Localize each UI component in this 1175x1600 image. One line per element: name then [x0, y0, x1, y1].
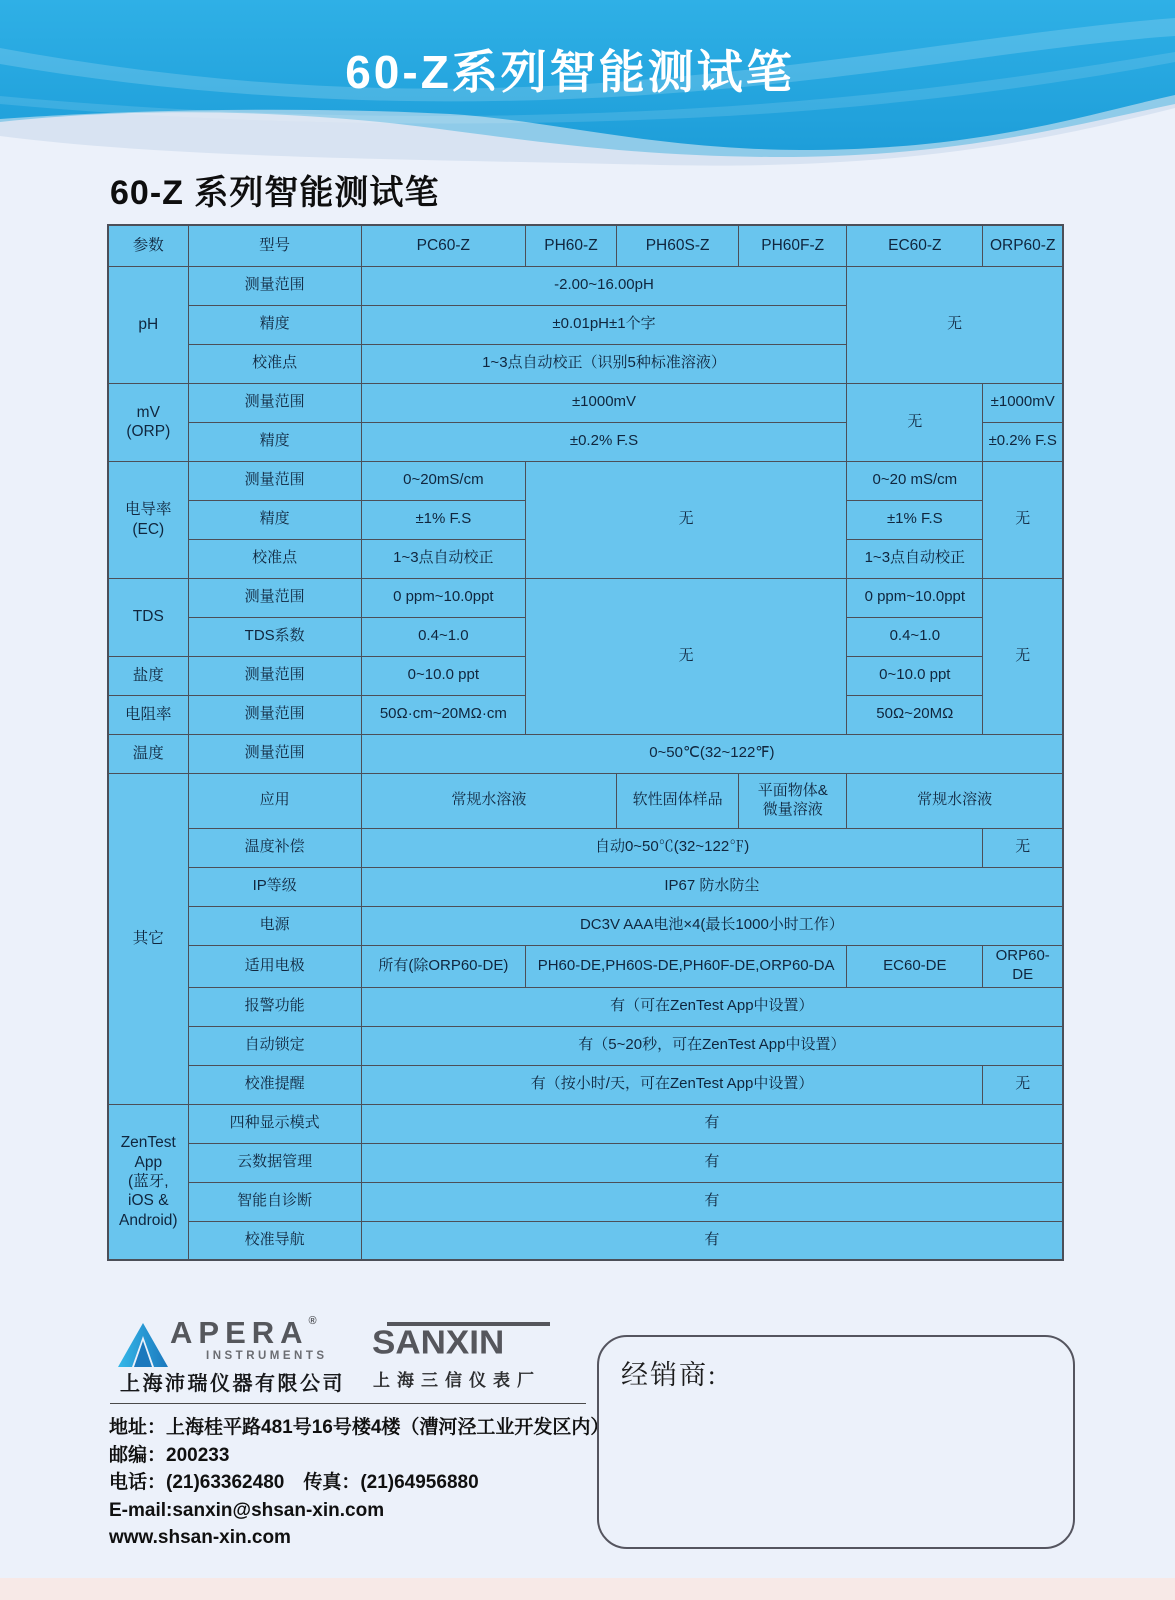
spec-cell: 自动0~50℃(32~122℉)	[361, 828, 983, 867]
spec-cell: DC3V AAA电池×4(最长1000小时工作）	[361, 906, 1063, 945]
spec-cell: 测量范围	[188, 266, 361, 305]
table-row	[108, 461, 1063, 500]
spec-cell: 测量范围	[188, 734, 361, 773]
spec-cell: IP67 防水防尘	[361, 867, 1063, 906]
column-header: 型号	[188, 225, 361, 266]
spec-cell: 测量范围	[188, 695, 361, 734]
spec-cell: ±0.01pH±1个字	[361, 305, 847, 344]
spec-cell: ORP60-DE	[983, 945, 1063, 987]
contact-zip: 邮编：200233	[109, 1444, 230, 1466]
spec-cell: 报警功能	[188, 987, 361, 1026]
spec-cell: ±0.2% F.S	[983, 422, 1063, 461]
spec-cell: 温度补偿	[188, 828, 361, 867]
table-row	[108, 266, 1063, 305]
spec-cell: 精度	[188, 500, 361, 539]
spec-cell: TDS	[108, 578, 188, 656]
spec-cell: -2.00~16.00pH	[361, 266, 847, 305]
sanxin-logo	[372, 1322, 552, 1392]
spec-cell: 四种显示模式	[188, 1104, 361, 1143]
table-row	[108, 828, 1063, 867]
column-header: ORP60-Z	[983, 225, 1063, 266]
spec-cell: 校准点	[188, 344, 361, 383]
spec-cell: 测量范围	[188, 461, 361, 500]
spec-cell: 电阻率	[108, 695, 188, 734]
spec-cell: 无	[847, 383, 983, 461]
spec-cell: IP等级	[188, 867, 361, 906]
spec-cell: ±1000mV	[361, 383, 847, 422]
spec-cell: pH	[108, 266, 188, 383]
apera-instruments-label: INSTRUMENTS	[206, 1350, 328, 1362]
spec-cell: 测量范围	[188, 656, 361, 695]
spec-cell: 盐度	[108, 656, 188, 695]
spec-cell: 智能自诊断	[188, 1182, 361, 1221]
column-header: EC60-Z	[847, 225, 983, 266]
spec-cell: 校准提醒	[188, 1065, 361, 1104]
spec-cell: 平面物体& 微量溶液	[739, 773, 847, 828]
spec-cell: 0 ppm~10.0ppt	[361, 578, 525, 617]
spec-cell: 云数据管理	[188, 1143, 361, 1182]
spec-cell: 有（5~20秒，可在ZenTest App中设置）	[361, 1026, 1063, 1065]
table-row	[108, 1065, 1063, 1104]
column-header: PH60-Z	[525, 225, 616, 266]
table-row	[108, 1182, 1063, 1221]
spec-cell: 1~3点自动校正	[847, 539, 983, 578]
spec-cell: 1~3点自动校正	[361, 539, 525, 578]
spec-cell: 常规水溶液	[361, 773, 616, 828]
apera-cn-name: 上海沛瑞仪器有限公司	[120, 1373, 345, 1395]
spec-cell: 无	[525, 578, 846, 734]
spec-cell: 电导率 (EC)	[108, 461, 188, 578]
spec-cell: 无	[847, 266, 1063, 383]
spec-cell: ±0.2% F.S	[361, 422, 847, 461]
table-row	[108, 987, 1063, 1026]
spec-cell: 常规水溶液	[847, 773, 1063, 828]
column-header: PC60-Z	[361, 225, 525, 266]
contact-website: www.shsan-xin.com	[109, 1527, 291, 1548]
spec-cell: 电源	[188, 906, 361, 945]
spec-cell: 温度	[108, 734, 188, 773]
column-header: PH60F-Z	[739, 225, 847, 266]
spec-cell: 0.4~1.0	[847, 617, 983, 656]
spec-cell: 精度	[188, 305, 361, 344]
spec-cell: 软性固体样品	[617, 773, 739, 828]
table-row	[108, 1143, 1063, 1182]
spec-cell: 有（按小时/天，可在ZenTest App中设置）	[361, 1065, 983, 1104]
contact-email: E-mail:sanxin@shsan-xin.com	[109, 1499, 385, 1521]
table-row	[108, 906, 1063, 945]
dealer-box	[597, 1335, 1075, 1549]
spec-cell: ±1000mV	[983, 383, 1063, 422]
table-row	[108, 945, 1063, 987]
spec-cell: 0 ppm~10.0ppt	[847, 578, 983, 617]
table-row	[108, 383, 1063, 422]
spec-cell: 无	[983, 828, 1063, 867]
spec-cell: 无	[983, 461, 1063, 578]
table-row	[108, 1221, 1063, 1260]
table-row	[108, 1026, 1063, 1065]
apera-triangle-icon	[118, 1323, 168, 1367]
spec-cell: 有	[361, 1182, 1063, 1221]
table-row	[108, 578, 1063, 617]
spec-cell: 有	[361, 1221, 1063, 1260]
spec-cell: 精度	[188, 422, 361, 461]
spec-cell: 校准点	[188, 539, 361, 578]
sanxin-wordmark: SANXIN	[372, 1324, 505, 1362]
spec-cell: 无	[525, 461, 846, 578]
table-row	[108, 1104, 1063, 1143]
spec-cell: 测量范围	[188, 578, 361, 617]
spec-cell: 校准导航	[188, 1221, 361, 1260]
sanxin-cn-name: 上海三信仪表厂	[373, 1371, 541, 1390]
apera-logo	[118, 1315, 353, 1397]
spec-cell: 0~10.0 ppt	[361, 656, 525, 695]
table-row	[108, 867, 1063, 906]
column-header: PH60S-Z	[617, 225, 739, 266]
spec-cell: 有（可在ZenTest App中设置）	[361, 987, 1063, 1026]
spec-cell: mV (ORP)	[108, 383, 188, 461]
dealer-label: 经销商:	[621, 1360, 718, 1390]
bottom-strip	[0, 1578, 1175, 1600]
logo-divider	[110, 1403, 586, 1404]
spec-cell: 自动锁定	[188, 1026, 361, 1065]
spec-cell: 50Ω~20MΩ	[847, 695, 983, 734]
spec-cell: 应用	[188, 773, 361, 828]
header-banner	[0, 0, 1175, 170]
spec-cell: 0.4~1.0	[361, 617, 525, 656]
table-row	[108, 773, 1063, 828]
spec-cell: 1~3点自动校正（识别5种标准溶液）	[361, 344, 847, 383]
spec-cell: 0~10.0 ppt	[847, 656, 983, 695]
spec-cell: 50Ω·cm~20MΩ·cm	[361, 695, 525, 734]
spec-cell: 所有(除ORP60-DE)	[361, 945, 525, 987]
spec-cell: PH60-DE,PH60S-DE,PH60F-DE,ORP60-DA	[525, 945, 846, 987]
table-row	[108, 734, 1063, 773]
spec-cell: 0~20mS/cm	[361, 461, 525, 500]
spec-cell: 有	[361, 1104, 1063, 1143]
contact-phone: 电话：(21)63362480 传真：(21)64956880	[109, 1472, 479, 1493]
spec-cell: 无	[983, 1065, 1063, 1104]
contact-block	[109, 1414, 610, 1552]
spec-cell: 0~20 mS/cm	[847, 461, 983, 500]
column-header: 参数	[108, 225, 188, 266]
apera-wordmark: APERA®	[170, 1315, 317, 1350]
spec-cell: ZenTest App (蓝牙, iOS & Android)	[108, 1104, 188, 1260]
spec-cell: 0~50℃(32~122℉)	[361, 734, 1063, 773]
spec-cell: TDS系数	[188, 617, 361, 656]
spec-cell: 适用电极	[188, 945, 361, 987]
contact-address: 地址：上海桂平路481号16号楼4楼（漕河泾工业开发区内）	[109, 1417, 610, 1438]
banner-title: 60-Z系列智能测试笔	[345, 46, 795, 98]
spec-cell: ±1% F.S	[361, 500, 525, 539]
spec-table	[107, 224, 1064, 1261]
spec-cell: ±1% F.S	[847, 500, 983, 539]
registered-mark: ®	[308, 1315, 317, 1327]
spec-cell: 有	[361, 1143, 1063, 1182]
spec-cell: 无	[983, 578, 1063, 734]
page-title: 60-Z 系列智能测试笔	[110, 174, 440, 212]
spec-cell: 其它	[108, 773, 188, 1104]
spec-cell: 测量范围	[188, 383, 361, 422]
spec-cell: EC60-DE	[847, 945, 983, 987]
